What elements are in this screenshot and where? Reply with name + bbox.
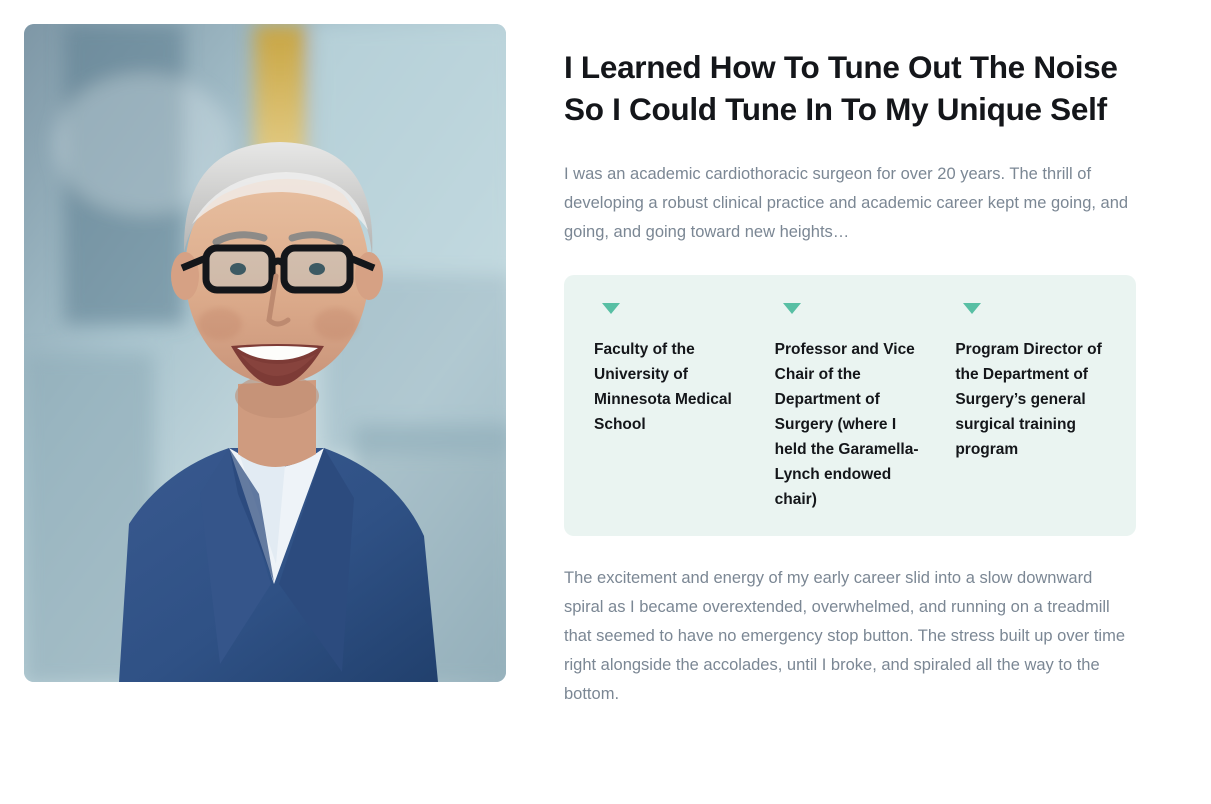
highlight-item-label: Faculty of the University of Minnesota Medical School: [594, 341, 732, 433]
article-column: [564, 24, 1136, 709]
highlight-item: [955, 303, 1106, 512]
portrait-column: [24, 24, 506, 682]
page-title: I Learned How To Tune Out The Noise So I Could Tune In To My Unique Self: [564, 49, 1118, 127]
triangle-down-icon: [775, 303, 926, 321]
portrait-image: [24, 24, 506, 682]
career-highlights-panel: [564, 275, 1136, 536]
highlight-item: [594, 303, 745, 512]
triangle-down-icon: [594, 303, 745, 321]
article-closing-paragraph: The excitement and energy of my early career slid into a slow downward spiral as I became overextended, overwhelmed, and running on a treadmill that seemed to have no emergency stop button. The stress built up over time right alongside the accolades, until I broke, and spiraled all the way to the bottom.: [564, 569, 1126, 703]
highlight-item-label: Program Director of the Department of Surgery’s general surgical training program: [955, 341, 1102, 458]
article-intro-paragraph: I was an academic cardiothoracic surgeon for over 20 years. The thrill of developing a robust clinical practice and academic career kept me going, and going, and going toward new heights…: [564, 165, 1129, 241]
highlight-item: [775, 303, 926, 512]
triangle-down-icon: [955, 303, 1106, 321]
highlight-item-label: Professor and Vice Chair of the Department of Surgery (where I held the Garamella-Lynch endowed chair): [774, 341, 919, 508]
